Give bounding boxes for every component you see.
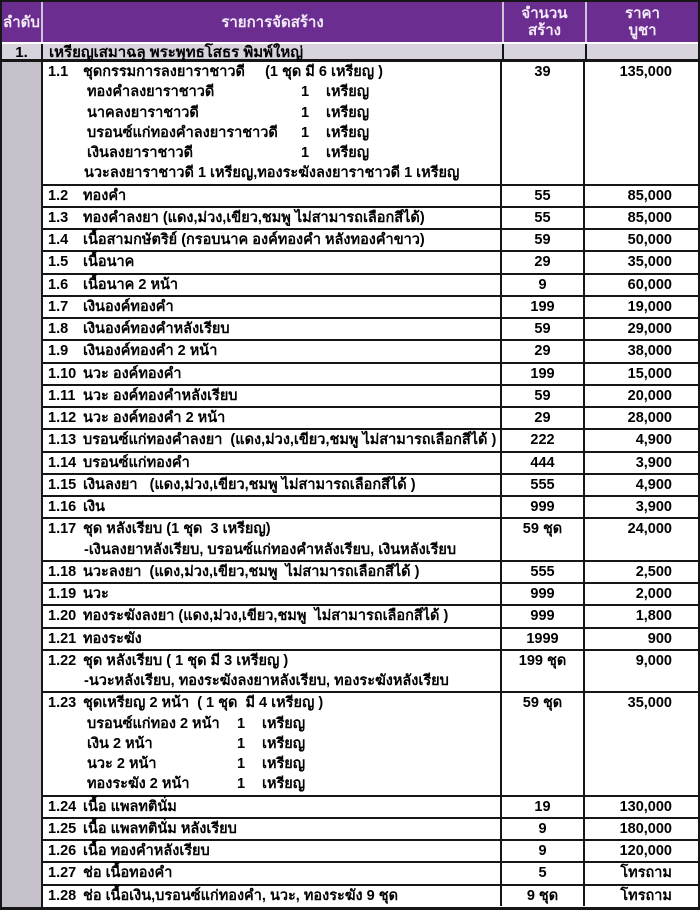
item-number: 1.28 [48,887,77,904]
price-cell: โทรถาม [620,887,672,904]
quantity-cell: 59 [502,319,585,339]
item-line [43,863,500,883]
table-row [43,362,698,384]
item-line [43,186,500,206]
quantity-cell: 444 [502,453,585,473]
item-cell [43,797,502,817]
item-line [43,364,500,384]
item-description: เงินองค์ทองคำหลังเรียบ [83,321,230,337]
price-cell: 135,000 [619,64,672,80]
item-line [43,562,500,582]
quantity-cell: 555 [502,475,585,495]
table-row [43,627,698,649]
quantity-cell: 999 [502,606,585,626]
subitem-quantity: 1 [237,756,246,772]
quantity-cell: 199 [502,364,585,384]
subitem-quantity: 1 [301,84,310,101]
item-line [43,430,500,450]
price-cell: 60,000 [627,276,672,293]
item-cell [43,629,502,649]
table-row [43,384,698,406]
header-items-label: รายการจัดสร้าง [221,13,324,31]
table-row [43,884,698,906]
item-number: 1.13 [48,432,77,449]
item-cell [43,275,502,295]
item-cell [43,606,502,626]
price-cell: 50,000 [627,232,672,248]
item-line [43,252,500,272]
item-number: 1.16 [48,499,77,515]
quantity-cell: 199 [502,297,585,317]
price-cell: 4,900 [635,432,672,449]
quantity-cell: 55 [502,208,585,228]
item-cell [43,886,502,906]
item-subline [43,671,500,691]
subitem-unit: เหรียญ [262,735,306,752]
item-subline-text: -เงินลงยาหลังเรียบ, บรอนซ์แก่ทองคำหลังเรียบ, เงินหลังเรียบ [84,541,457,558]
item-cell [43,341,502,361]
item-number: 1.23 [48,695,77,712]
price-cell: 28,000 [627,410,672,426]
item-cell [43,297,502,317]
price-cell: 1,800 [635,608,672,625]
price-cell: 120,000 [619,843,672,859]
item-cell [43,584,502,604]
table-row [43,451,698,473]
item-number: 1.27 [48,865,77,882]
item-subline [43,82,500,102]
item-line [43,319,500,339]
item-description: ชุดเหรียญ 2 หน้า ( 1 ชุด มี 4 เหรียญ ) [83,695,324,712]
price-cell: 9,000 [635,652,672,669]
table-header-row [2,2,698,42]
subitem-unit: เหรียญ [262,776,306,793]
item-number: 1.20 [48,608,77,625]
table-row [43,560,698,582]
quantity-cell: 222 [502,430,585,450]
item-subline [43,774,500,794]
item-line [43,584,500,604]
section-row [2,44,698,62]
item-line [43,341,500,361]
price-cell: 35,000 [627,254,672,271]
quantity-cell: 29 [502,341,585,361]
item-description: ชุด หลังเรียบ (1 ชุด 3 เหรียญ) [83,521,271,538]
table-rows [43,62,698,907]
item-cell [43,453,502,473]
item-line [43,453,500,473]
price-cell: 4,900 [635,476,672,493]
table-row [43,62,698,184]
subitem-unit: เหรียญ [262,715,306,732]
header-price-label-line1: ราคา [625,5,660,22]
item-description: นวะ [83,586,109,602]
item-line [43,519,500,539]
item-cell [43,252,502,272]
item-cell [43,863,502,883]
item-line [43,841,500,861]
item-number: 1.10 [48,365,77,382]
item-line [43,475,500,495]
table-row [43,582,698,604]
item-cell [43,208,502,228]
table-row [43,604,698,626]
table-row [43,250,698,272]
price-cell: 24,000 [627,521,672,538]
table-row [43,817,698,839]
quantity-cell: 55 [502,186,585,206]
item-subline-text: -นวะหลังเรียบ, ทองระฆังลงยาหลังเรียบ, ทองระฆังหลังเรียบ [84,673,449,689]
header-order-label: ลำดับ [3,13,40,31]
item-line [43,275,500,295]
table-row [43,317,698,339]
item-number: 1.26 [48,843,77,859]
item-description: เงินองค์ทองคำ 2 หน้า [83,343,218,360]
item-number: 1.19 [48,586,77,602]
item-description: บรอนซ์แก่ทองคำ [83,454,190,471]
quantity-cell: 5 [502,863,585,883]
subitem-name: นวะ 2 หน้า [87,756,157,772]
item-number: 1.4 [48,232,69,248]
item-line [43,297,500,317]
price-cell: 15,000 [627,365,672,382]
item-description: นวะลงยา (แดง,ม่วง,เขียว,ชมพู ไม่สามารถเลือกสีได้ ) [83,563,420,580]
item-line [43,797,500,817]
item-subline [43,714,500,734]
subitem-quantity: 1 [301,124,310,141]
section-quantity-cell [504,44,587,59]
quantity-cell: 59 [502,230,585,250]
item-description: บรอนซ์แก่ทองคำลงยา (แดง,ม่วง,เขียว,ชมพู ไม่สามารถเลือกสีได้ ) [83,432,497,449]
quantity-cell: 9 ชุด [502,886,585,906]
item-number: 1.22 [48,652,77,669]
subitem-unit: เหรียญ [326,145,370,161]
price-cell: 19,000 [627,298,672,315]
item-description: นวะ องค์ทองคำ 2 หน้า [83,410,226,426]
item-number: 1.17 [48,521,77,538]
item-cell [43,386,502,406]
item-line [43,629,500,649]
item-description: เนื้อสามกษัตริย์ (กรอบนาค องค์ทองคำ หลังทองคำขาว) [83,232,425,248]
header-order-column [2,2,43,42]
item-cell [43,230,502,250]
item-number: 1.18 [48,563,77,580]
subitem-name: ทองคำลงยาราชาวดี [87,84,215,101]
item-line [43,819,500,839]
item-description: ทองระฆังลงยา (แดง,ม่วง,เขียว,ชมพู ไม่สามารถเลือกสีได้ ) [83,608,449,625]
table-row [43,517,698,560]
subitem-unit: เหรียญ [326,124,370,141]
item-cell [43,497,502,517]
quantity-cell: 39 [502,62,585,184]
header-items-column [43,2,504,42]
header-price-label-line2: บูชา [628,22,657,39]
item-number: 1.7 [48,298,69,315]
item-description: ช่อ เนื้อทองคำ [83,865,173,882]
subitem-name: บรอนซ์แก่ทองคำลงยาราชาวดี [87,124,278,141]
table-row [43,473,698,495]
item-description: เนื้อนาค [83,254,135,271]
item-cell [43,319,502,339]
quantity-cell: 999 [502,497,585,517]
quantity-cell: 29 [502,408,585,428]
subitem-quantity: 1 [237,735,246,752]
item-number: 1.24 [48,798,77,815]
quantity-cell: 59 ชุด [502,519,585,560]
price-cell: 900 [647,630,672,647]
item-line [43,497,500,517]
quantity-cell: 9 [502,819,585,839]
item-cell [43,408,502,428]
subitem-name: บรอนซ์แก่ทอง 2 หน้า [87,715,220,732]
quantity-cell: 19 [502,797,585,817]
item-number: 1.21 [48,630,77,647]
section-price-cell [587,44,698,59]
price-cell: 2,500 [635,563,672,580]
table-row [43,839,698,861]
table-row [43,184,698,206]
item-number: 1.8 [48,321,69,337]
quantity-cell: 9 [502,841,585,861]
item-description: ชุดกรรมการลงยาราชาวดี (1 ชุด มี 6 เหรียญ ) [83,64,383,80]
table-row [43,339,698,361]
item-line [43,408,500,428]
price-cell: โทรถาม [620,865,672,882]
subitem-quantity: 1 [237,715,246,732]
table-row [43,495,698,517]
item-cell [43,475,502,495]
subitem-quantity: 1 [237,776,246,793]
item-cell [43,841,502,861]
section-left-gutter [2,62,43,907]
item-number: 1.6 [48,276,69,293]
table-row [43,428,698,450]
subitem-name: ทองระฆัง 2 หน้า [87,776,190,793]
item-line [43,208,500,228]
subitem-name: เงิน 2 หน้า [87,735,153,752]
header-price-column [587,2,698,42]
item-number: 1.5 [48,254,69,271]
item-description: เงินลงยา (แดง,ม่วง,เขียว,ชมพู ไม่สามารถเลือกสีได้ ) [83,476,416,493]
item-description: ชุด หลังเรียบ ( 1 ชุด มี 3 เหรียญ ) [83,652,289,669]
price-cell: 85,000 [627,209,672,226]
item-cell [43,819,502,839]
table-row [43,228,698,250]
item-number: 1.2 [48,187,69,204]
header-quantity-column [504,2,587,42]
item-description: เงินองค์ทองคำ [83,298,174,315]
item-number: 1.12 [48,410,77,426]
header-quantity-label-line2: สร้าง [528,22,561,39]
item-description: เงิน [83,499,105,515]
table-body [2,62,698,907]
quantity-cell: 999 [502,584,585,604]
item-subline-text: นวะลงยาราชาวดี 1 เหรียญ,ทองระฆังลงยาราชาวดี 1 เหรียญ [84,165,460,182]
quantity-cell: 59 ชุด [502,693,585,794]
price-cell: 29,000 [627,321,672,337]
quantity-cell: 555 [502,562,585,582]
item-description: ทองระฆัง [83,630,142,647]
item-description: เนื้อนาค 2 หน้า [83,276,179,293]
table-row [43,861,698,883]
section-number: 1. [2,44,43,59]
item-description: นวะ องค์ทองคำหลังเรียบ [83,387,238,404]
item-number: 1.1 [48,64,69,80]
item-description: ทองคำลงยา (แดง,ม่วง,เขียว,ชมพู ไม่สามารถเลือกสีได้) [83,209,425,226]
table-row [43,691,698,794]
item-number: 1.15 [48,476,77,493]
price-cell: 20,000 [627,387,672,404]
price-cell: 2,000 [635,586,672,602]
item-description: เนื้อ แพลทตินั่ม [83,798,177,815]
item-cell [43,430,502,450]
subitem-unit: เหรียญ [326,84,370,101]
item-line [43,230,500,250]
table-row [43,406,698,428]
subitem-unit: เหรียญ [326,104,370,121]
table-row [43,649,698,692]
subitem-unit: เหรียญ [262,756,306,772]
item-number: 1.25 [48,820,77,837]
subitem-name: เงินลงยาราชาวดี [87,145,194,161]
item-line [43,693,500,713]
item-cell [43,651,502,692]
subitem-quantity: 1 [301,104,310,121]
item-cell [43,693,502,794]
item-subline [43,103,500,123]
item-line [43,386,500,406]
item-line [43,606,500,626]
item-subline [43,163,500,183]
subitem-name: นาคลงยาราชาวดี [87,104,199,121]
item-cell [43,519,502,560]
table-row [43,206,698,228]
item-subline [43,754,500,774]
quantity-cell: 199 ชุด [502,651,585,692]
quantity-cell: 9 [502,275,585,295]
item-description: ช่อ เนื้อเงิน,บรอนซ์แก่ทองคำ, นวะ, ทองระฆัง 9 ชุด [83,887,398,904]
item-cell [43,364,502,384]
item-number: 1.11 [48,387,76,404]
table-row [43,795,698,817]
header-quantity-label-line1: จำนวน [521,5,568,22]
price-cell: 85,000 [627,187,672,204]
quantity-cell: 59 [502,386,585,406]
item-subline [43,123,500,143]
section-title: เหรียญเสมาฉลุ พระพุทธโสธร พิมพ์ใหญ่ [43,44,504,59]
price-cell: 3,900 [635,454,672,471]
item-subline [43,143,500,163]
price-cell: 180,000 [619,820,672,837]
item-description: เนื้อ ทองคำหลังเรียบ [83,843,210,859]
item-cell [43,562,502,582]
price-cell: 3,900 [635,499,672,515]
quantity-cell: 29 [502,252,585,272]
item-number: 1.3 [48,209,69,226]
table-row [43,273,698,295]
item-line [43,886,500,906]
item-description: ทองคำ [83,187,127,204]
item-line [43,62,500,82]
subitem-quantity: 1 [301,145,310,161]
quantity-cell: 1999 [502,629,585,649]
item-description: นวะ องค์ทองคำ [83,365,182,382]
item-description: เนื้อ แพลทตินั่ม หลังเรียบ [83,820,237,837]
table-row [43,295,698,317]
item-cell [43,62,502,184]
price-cell: 35,000 [627,695,672,712]
item-cell [43,186,502,206]
item-subline [43,540,500,560]
item-number: 1.9 [48,343,69,360]
item-number: 1.14 [48,454,77,471]
price-cell: 130,000 [619,798,672,815]
item-line [43,651,500,671]
price-cell: 38,000 [627,343,672,360]
item-subline [43,734,500,754]
